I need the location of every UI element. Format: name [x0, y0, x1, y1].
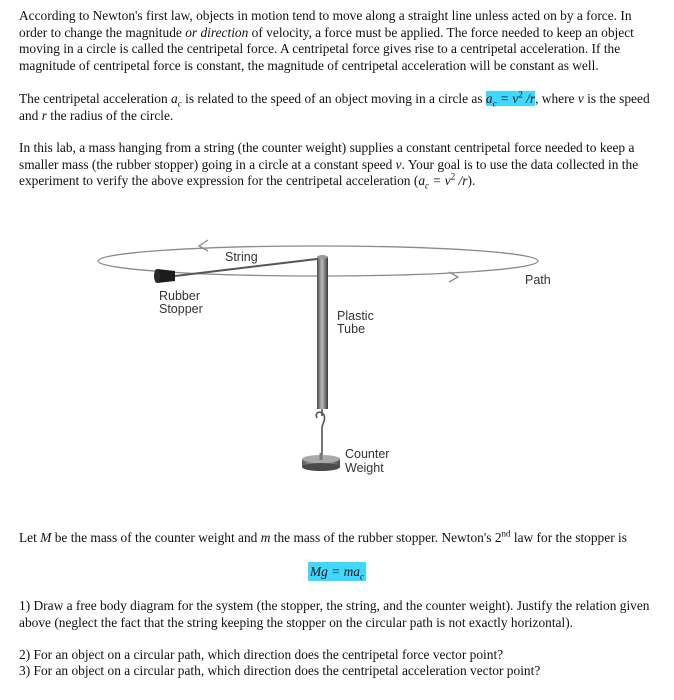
lab-paragraph: In this lab, a mass hanging from a string (the counter weight) supplies a constant centripetal force needed to keep a smaller mass (the rubber stopper) going in a circle at a constant speed v. Your goal is to use the data collected in the experiment to verify the above expression for the centripetal acceleration ($a_c = v^2$ /r).: [19, 140, 639, 191]
label-weight: Weight: [345, 461, 384, 475]
label-stopper: Stopper: [159, 302, 203, 316]
counter-weight-stem: [320, 453, 323, 460]
centripetal-paragraph: The centripetal acceleration $a_c$ is related to the speed of an object moving in a circle as $a_c = v^2$ /r, where v is the speed and r the radius of the circle.: [19, 89, 650, 123]
question-2: 2) For an object on a circular path, which direction does the centripetal force vector point?: [19, 647, 504, 662]
path-arrow-top-icon: [199, 240, 208, 251]
label-plastic: Plastic: [337, 309, 374, 323]
apparatus-figure: [95, 228, 575, 483]
highlighted-formula: $a_c = v^2$ /r: [485, 89, 536, 109]
label-rubber: Rubber: [159, 289, 200, 303]
label-counter: Counter: [345, 447, 390, 461]
label-string: String: [225, 250, 258, 264]
rubber-stopper-end: [154, 269, 160, 283]
equation-line: [0, 564, 674, 580]
hook-icon: [316, 409, 324, 456]
newton-law-paragraph: Let M be the mass of the counter weight and m the mass of the rubber stopper. Newton's 2nd law for the stopper is: [19, 528, 627, 545]
question-1: 1) Draw a free body diagram for the system (the stopper, the string, and the counter weight). Justify the relation given above (neglect the fact that the string keeping the stopper on the circular path is not exactly horizontal).: [19, 598, 650, 630]
label-path: Path: [525, 273, 551, 287]
intro-paragraph: According to Newton's first law, objects in motion tend to move along a straight line unless acted on by a force. In order to change the magnitude or direction of velocity, a force must be applied. The force needed to keep an object moving in a circle is called the centripetal force. A centripetal force gives rise to a centripetal acceleration. If the magnitude of centripetal force is constant, the magnitude of centripetal acceleration will be constant as well.: [19, 8, 634, 73]
plastic-tube: [317, 257, 328, 409]
highlighted-equation: $Mg = ma_c$: [310, 564, 364, 582]
question-3: 3) For an object on a circular path, which direction does the centripetal acceleration vector point?: [19, 663, 541, 678]
counter-weight-bottom: [302, 463, 340, 471]
tube-top: [317, 255, 328, 259]
label-tube: Tube: [337, 322, 366, 336]
